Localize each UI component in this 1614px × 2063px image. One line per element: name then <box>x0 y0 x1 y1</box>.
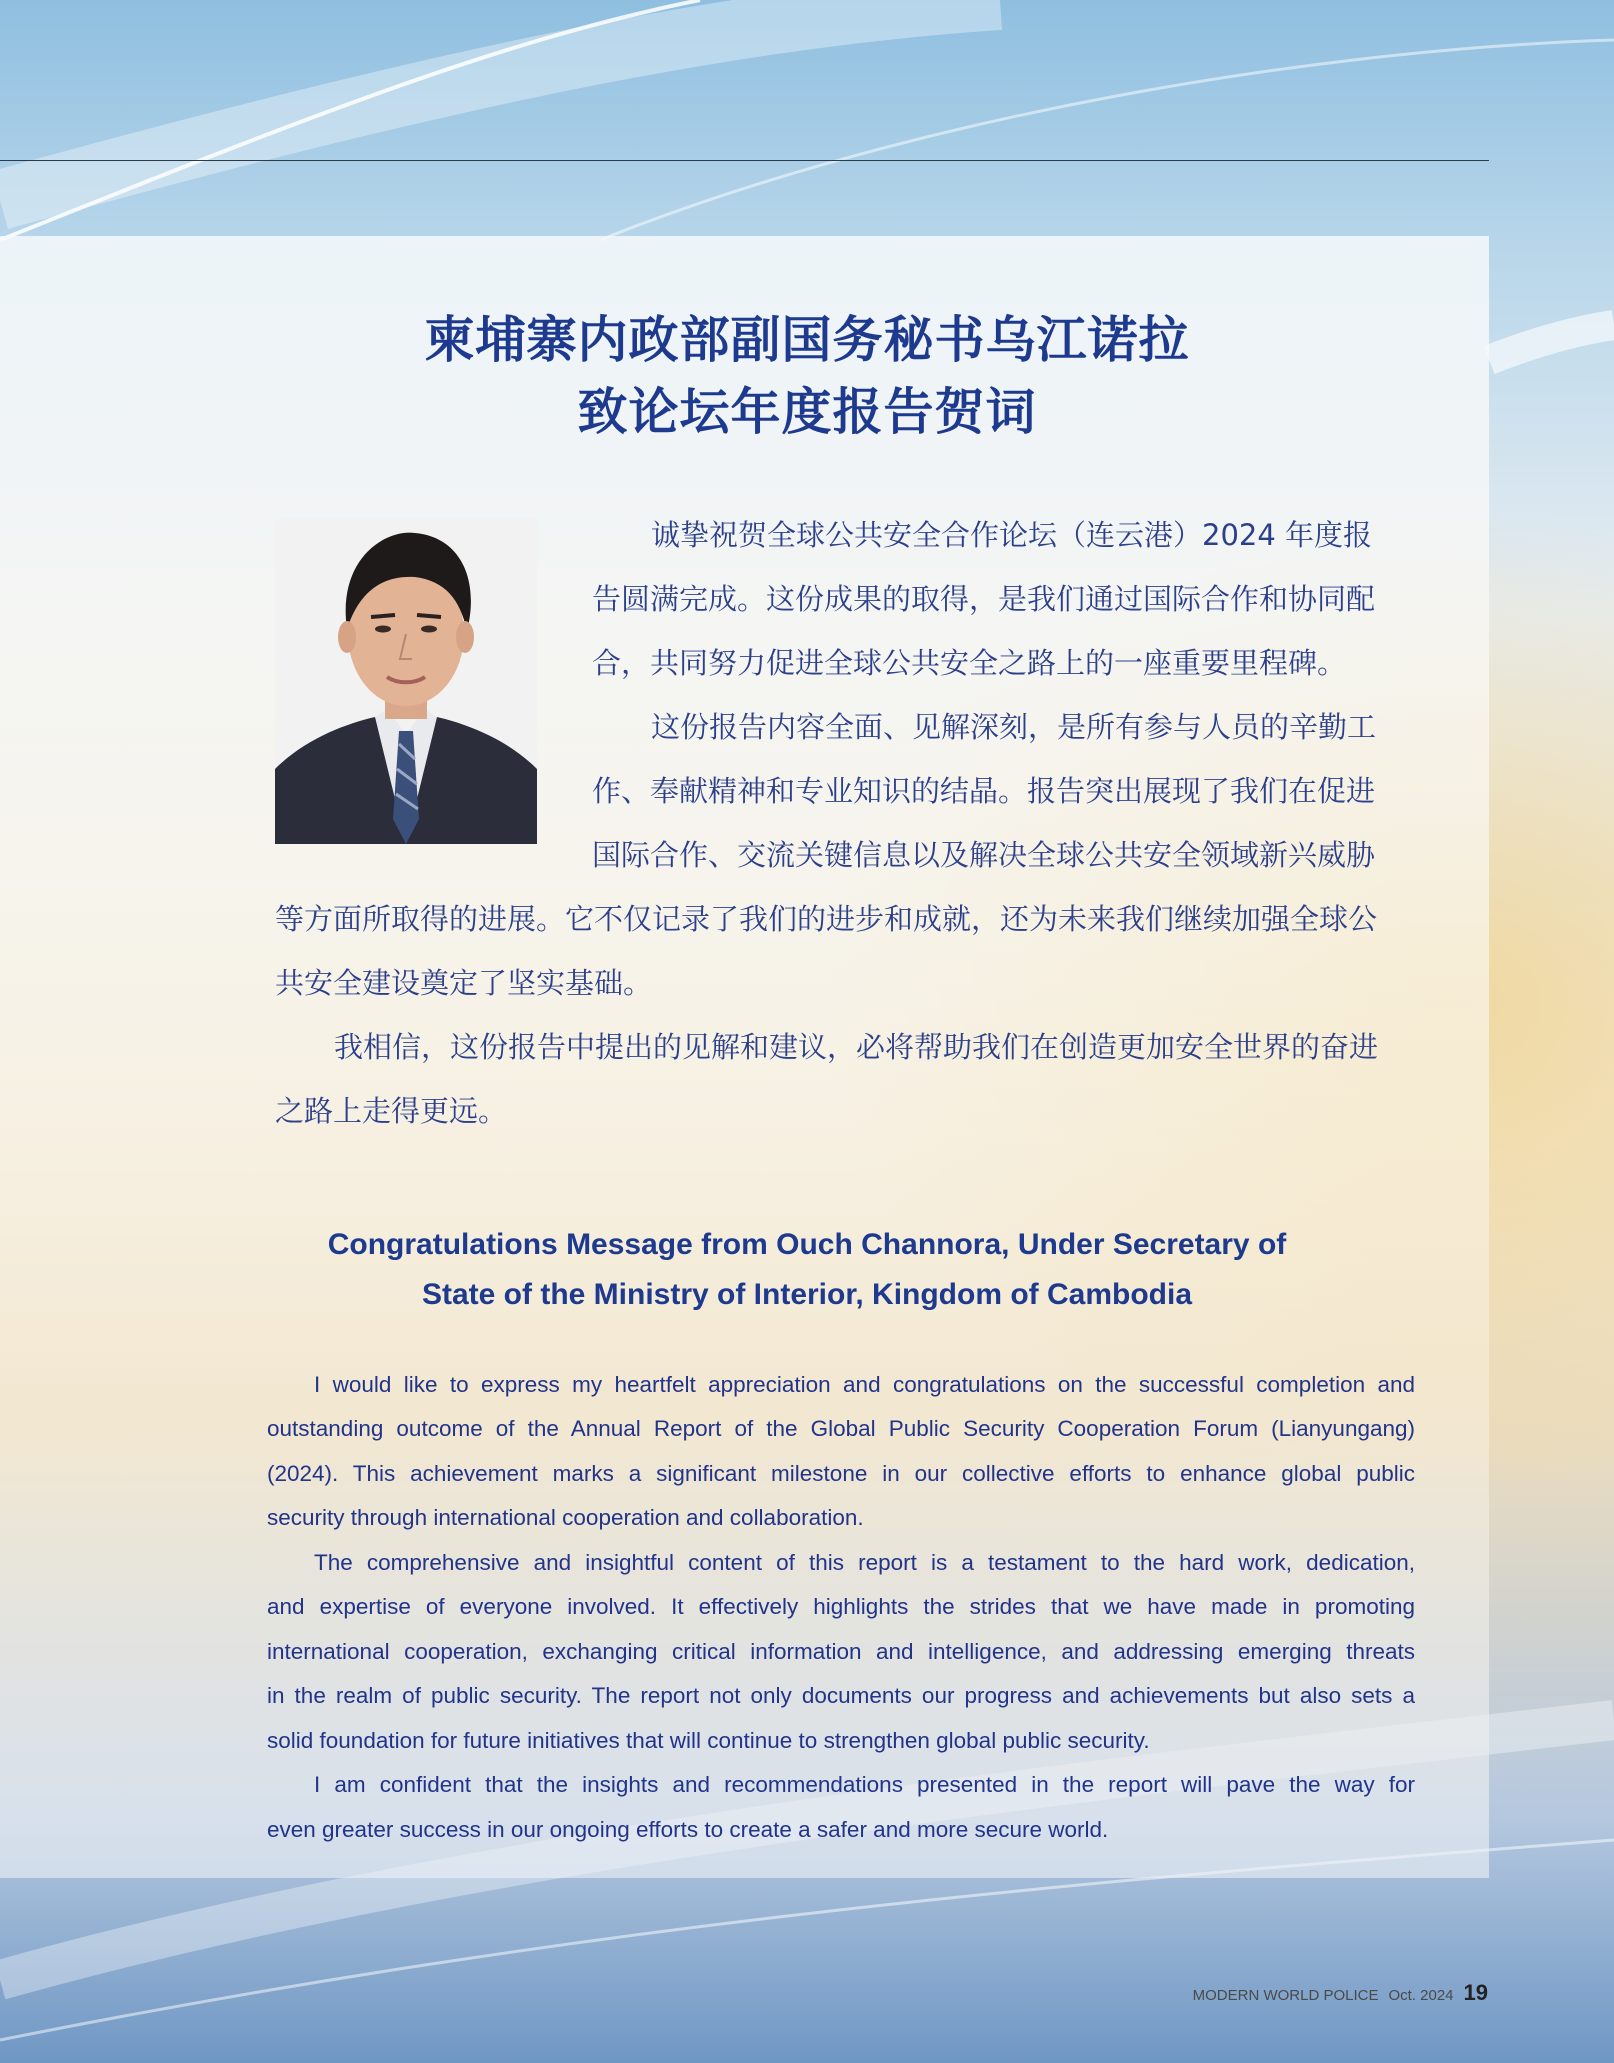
english-body-line: and expertise of everyone involved. It effectively highlights the strides that we have made in promoting <box>267 1594 1415 1619</box>
english-body-line: security through international cooperation and collaboration. <box>267 1505 864 1530</box>
page-footer <box>1193 1980 1488 2006</box>
issue-date: Oct. 2024 <box>1388 1987 1454 2004</box>
english-body-line: I am confident that the insights and recommendations presented in the report will pave the way for <box>314 1772 1415 1797</box>
english-body-line: I would like to express my heartfelt appreciation and congratulations on the successful completion and <box>314 1372 1415 1397</box>
chinese-body-line: 共安全建设奠定了坚实基础。 <box>275 966 653 1000</box>
english-body-line: international cooperation, exchanging critical information and intelligence, and addressing emerging threats <box>267 1639 1415 1664</box>
english-body-line: solid foundation for future initiatives that will continue to strengthen global public security. <box>267 1728 1150 1753</box>
chinese-body-line: 合，共同努力促进全球公共安全之路上的一座重要里程碑。 <box>592 646 1347 680</box>
english-body-line: in the realm of public security. The report not only documents our progress and achievements but also sets a <box>267 1683 1415 1708</box>
portrait-photo <box>275 519 537 844</box>
english-body-line: The comprehensive and insightful content of this report is a testament to the hard work, dedication, <box>314 1550 1415 1575</box>
english-title-line-1: Congratulations Message from Ouch Channora, Under Secretary of <box>327 1228 1287 1261</box>
chinese-title-line-2: 致论坛年度报告贺词 <box>577 383 1037 441</box>
chinese-body-line: 作、奉献精神和专业知识的结晶。报告突出展现了我们在促进 <box>592 774 1376 808</box>
english-title-line-2: State of the Ministry of Interior, Kingdom of Cambodia <box>421 1278 1193 1311</box>
page-number: 19 <box>1463 1980 1488 2005</box>
english-body-line: (2024). This achievement marks a significant milestone in our collective efforts to enhance global public <box>267 1461 1415 1486</box>
chinese-body-line: 我相信，这份报告中提出的见解和建议，必将帮助我们在创造更加安全世界的奋进 <box>334 1030 1379 1064</box>
header-rule <box>0 160 1489 161</box>
chinese-body-line: 告圆满完成。这份成果的取得，是我们通过国际合作和协同配 <box>592 582 1376 616</box>
chinese-body-line: 诚挚祝贺全球公共安全合作论坛（连云港）2024 年度报 <box>651 518 1373 552</box>
chinese-body-line: 国际合作、交流关键信息以及解决全球公共安全领域新兴威胁 <box>592 838 1376 872</box>
chinese-body-line: 这份报告内容全面、见解深刻，是所有参与人员的辛勤工 <box>651 710 1377 744</box>
english-body-line: outstanding outcome of the Annual Report of the Global Public Security Cooperation Forum (Lianyungang) <box>267 1416 1415 1441</box>
chinese-title-line-1: 柬埔寨内政部副国务秘书乌江诺拉 <box>424 311 1190 369</box>
english-body-line: even greater success in our ongoing efforts to create a safer and more secure world. <box>267 1817 1109 1842</box>
chinese-body-line: 等方面所取得的进展。它不仅记录了我们的进步和成就，还为未来我们继续加强全球公 <box>275 902 1378 936</box>
chinese-body-line: 之路上走得更远。 <box>275 1094 508 1128</box>
publication-name: MODERN WORLD POLICE <box>1192 1987 1379 2004</box>
